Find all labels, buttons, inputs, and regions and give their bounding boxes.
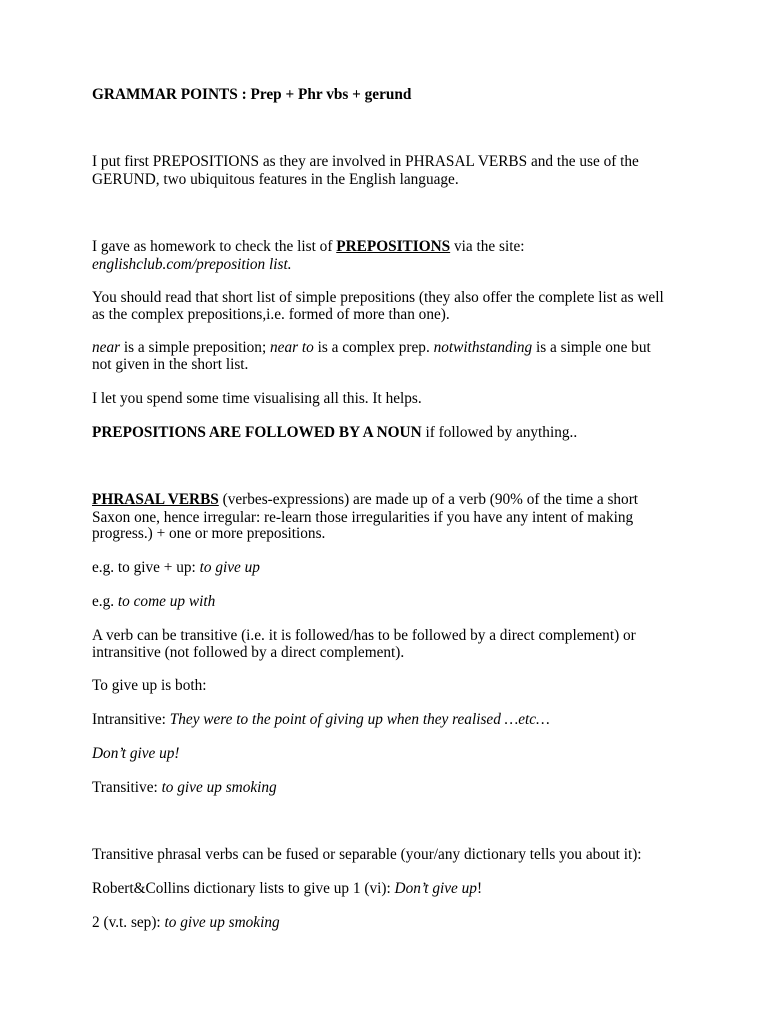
example-1	[92, 559, 260, 576]
homework-text: I gave as homework to check the list of	[92, 238, 337, 255]
homework-line	[92, 238, 525, 255]
example-1-phrase: to give up	[199, 559, 260, 576]
site-reference: englishclub.com/preposition list.	[92, 256, 292, 273]
phrasal-line-1	[92, 491, 638, 508]
robert-collins-line	[92, 880, 482, 897]
intransitive-label: Intransitive:	[92, 711, 170, 728]
intransitive-example: They were to the point of giving up when they realised …etc…	[169, 711, 550, 728]
prepositions-keyword: PREPOSITIONS	[336, 238, 451, 255]
prep-noun-line	[92, 424, 577, 441]
vt-sep-example: to give up smoking	[164, 914, 280, 931]
example-2-phrase: to come up with	[117, 593, 216, 610]
dont-give-up-line: Don’t give up!	[92, 745, 180, 762]
vt-sep-label: 2 (v.t. sep):	[92, 914, 165, 931]
vt-sep-line	[92, 914, 280, 931]
intransitive-line	[92, 711, 550, 728]
robert-collins-example: Don’t give up	[394, 880, 477, 897]
prep-noun-rule: PREPOSITIONS ARE FOLLOWED BY A NOUN	[92, 424, 422, 441]
phrasal-verbs-keyword: PHRASAL VERBS	[92, 491, 219, 508]
near-word: near	[92, 339, 121, 356]
transitive-line	[92, 779, 277, 796]
transitive-def-line-1: A verb can be transitive (i.e. it is followed/has to be followed by a direct complement) or	[92, 627, 636, 644]
intro-line-2: GERUND, two ubiquitous features in the English language.	[92, 171, 459, 188]
short-list-line-1: You should read that short list of simple prepositions (they also offer the complete list as well	[92, 289, 664, 306]
fused-line: Transitive phrasal verbs can be fused or separable (your/any dictionary tells you about it):	[92, 846, 642, 863]
transitive-example: to give up smoking	[161, 779, 277, 796]
near-to-word: near to	[270, 339, 314, 356]
transitive-label: Transitive:	[92, 779, 162, 796]
near-text-2: is a complex prep.	[313, 339, 434, 356]
near-line-1	[92, 339, 651, 356]
near-text-3: is a simple one but	[532, 339, 651, 356]
example-2	[92, 593, 215, 610]
document-title: GRAMMAR POINTS : Prep + Phr vbs + gerund	[92, 86, 412, 103]
transitive-def-line-2: intransitive (not followed by a direct complement).	[92, 644, 405, 661]
notwithstanding-word: notwithstanding	[433, 339, 533, 356]
short-list-line-2: as the complex prepositions,i.e. formed of more than one).	[92, 306, 450, 323]
robert-collins-text: Robert&Collins dictionary lists to give up 1 (vi):	[92, 880, 395, 897]
both-line: To give up is both:	[92, 677, 207, 694]
phrasal-line-2: Saxon one, hence irregular: re-learn those irregularities if you have any intent of making	[92, 509, 634, 526]
phrasal-line-1-rest: (verbes-expressions) are made up of a verb (90% of the time a short	[218, 491, 639, 508]
example-2-text: e.g.	[92, 593, 118, 610]
prep-noun-rest: if followed by anything..	[421, 424, 578, 441]
visualise-line: I let you spend some time visualising all this. It helps.	[92, 390, 422, 407]
intro-line-1: I put first PREPOSITIONS as they are involved in PHRASAL VERBS and the use of the	[92, 153, 639, 170]
phrasal-line-3: progress.) + one or more prepositions.	[92, 525, 326, 542]
homework-text-end: via the site:	[450, 238, 525, 255]
near-text-1: is a simple preposition;	[120, 339, 271, 356]
example-1-text: e.g. to give + up:	[92, 559, 200, 576]
robert-collins-end: !	[476, 880, 483, 897]
near-line-2: not given in the short list.	[92, 356, 249, 373]
